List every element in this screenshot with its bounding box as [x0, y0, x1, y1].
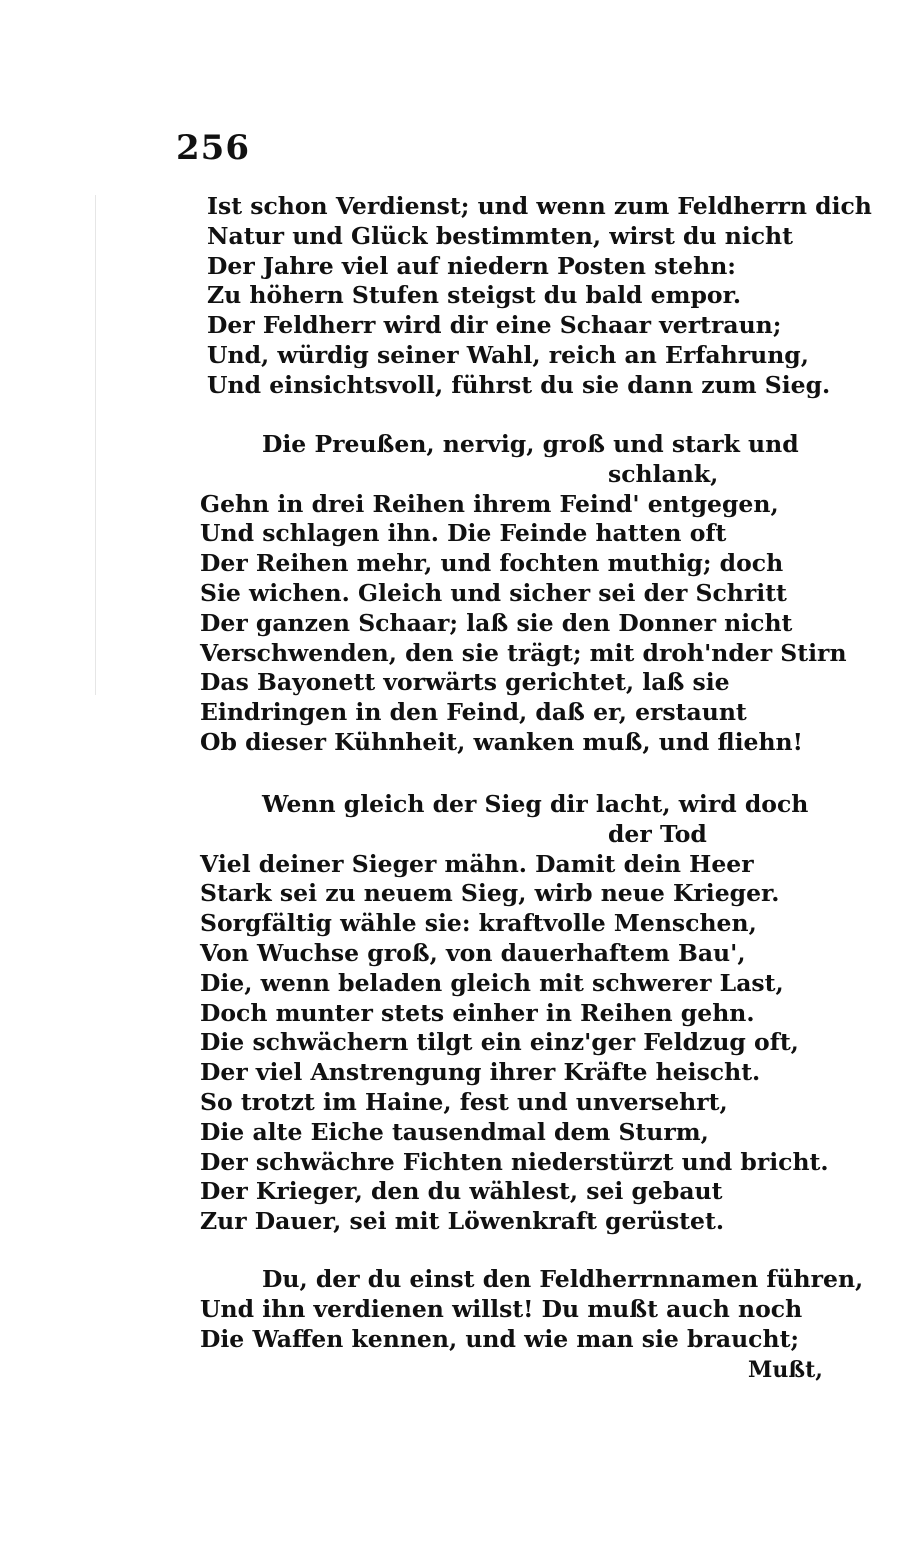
verse-line: Wenn gleich der Sieg dir lacht, wird doch: [262, 790, 809, 818]
verse-line: Der schwächre Fichten niederstürzt und bricht.: [200, 1147, 829, 1176]
verse-line: Der Jahre viel auf niedern Posten stehn:: [207, 251, 736, 280]
verse-line: Das Bayonett vorwärts gerichtet, laß sie: [200, 668, 730, 697]
stanza-4: [200, 1265, 864, 1354]
verse-line: Sorgfältig wähle sie: kraftvolle Menschen,: [200, 909, 757, 938]
verse-line: Und schlagen ihn. Die Feinde hatten oft: [200, 519, 727, 548]
verse-line: Die, wenn beladen gleich mit schwerer Last,: [200, 968, 784, 997]
verse-line: Gehn in drei Reihen ihrem Feind' entgegen,: [200, 489, 779, 518]
page-gutter-shadow: [95, 195, 96, 695]
verse-line: Und, würdig seiner Wahl, reich an Erfahrung,: [207, 340, 809, 369]
catchword: Mußt,: [748, 1357, 823, 1383]
stanza-2: [200, 430, 847, 758]
verse-line: Stark sei zu neuem Sieg, wirb neue Krieger.: [200, 879, 780, 908]
verse-line: Sie wichen. Gleich und sicher sei der Schritt: [200, 578, 787, 607]
verse-line: Die Preußen, nervig, groß und stark und: [262, 430, 799, 458]
verse-line: Eindringen in den Feind, daß er, erstaunt: [200, 698, 747, 727]
stanza-1: [207, 192, 872, 401]
page-number: 256: [176, 128, 250, 168]
verse-line: Der viel Anstrengung ihrer Kräfte heischt.: [200, 1058, 761, 1087]
verse-line: Zur Dauer, sei mit Löwenkraft gerüstet.: [200, 1207, 725, 1236]
verse-line: Zu höhern Stufen steigst du bald empor.: [207, 281, 741, 310]
verse-line: Und ihn verdienen willst! Du mußt auch noch: [200, 1294, 803, 1323]
verse-line: Viel deiner Sieger mähn. Damit dein Heer: [200, 849, 754, 878]
verse-line: Doch munter stets einher in Reihen gehn.: [200, 998, 755, 1027]
verse-line: Verschwenden, den sie trägt; mit droh'nder Stirn: [200, 638, 847, 667]
verse-line: Du, der du einst den Feldherrnnamen führen,: [262, 1265, 864, 1293]
verse-line: So trotzt im Haine, fest und unversehrt,: [200, 1087, 728, 1116]
verse-line: Und einsichtsvoll, führst du sie dann zum Sieg.: [207, 370, 831, 399]
verse-line: Ob dieser Kühnheit, wanken muß, und fliehn!: [200, 727, 803, 756]
verse-line: Der Feldherr wird dir eine Schaar vertraun;: [207, 311, 782, 340]
verse-line: Der ganzen Schaar; laß sie den Donner nicht: [200, 608, 793, 637]
verse-line: Natur und Glück bestimmten, wirst du nicht: [207, 221, 793, 250]
verse-line: Der Krieger, den du wählest, sei gebaut: [200, 1177, 723, 1206]
verse-line: Von Wuchse groß, von dauerhaftem Bau',: [200, 938, 746, 967]
verse-line: schlank,: [608, 459, 719, 488]
verse-line: Der Reihen mehr, und fochten muthig; doch: [200, 549, 784, 578]
verse-line: Ist schon Verdienst; und wenn zum Feldherrn dich: [207, 192, 872, 220]
stanza-3: [200, 790, 840, 1237]
verse-line: der Tod: [608, 819, 707, 848]
verse-line: Die Waffen kennen, und wie man sie braucht;: [200, 1324, 800, 1353]
verse-line: Die alte Eiche tausendmal dem Sturm,: [200, 1117, 709, 1146]
verse-line: Die schwächern tilgt ein einz'ger Feldzug oft,: [200, 1028, 799, 1057]
